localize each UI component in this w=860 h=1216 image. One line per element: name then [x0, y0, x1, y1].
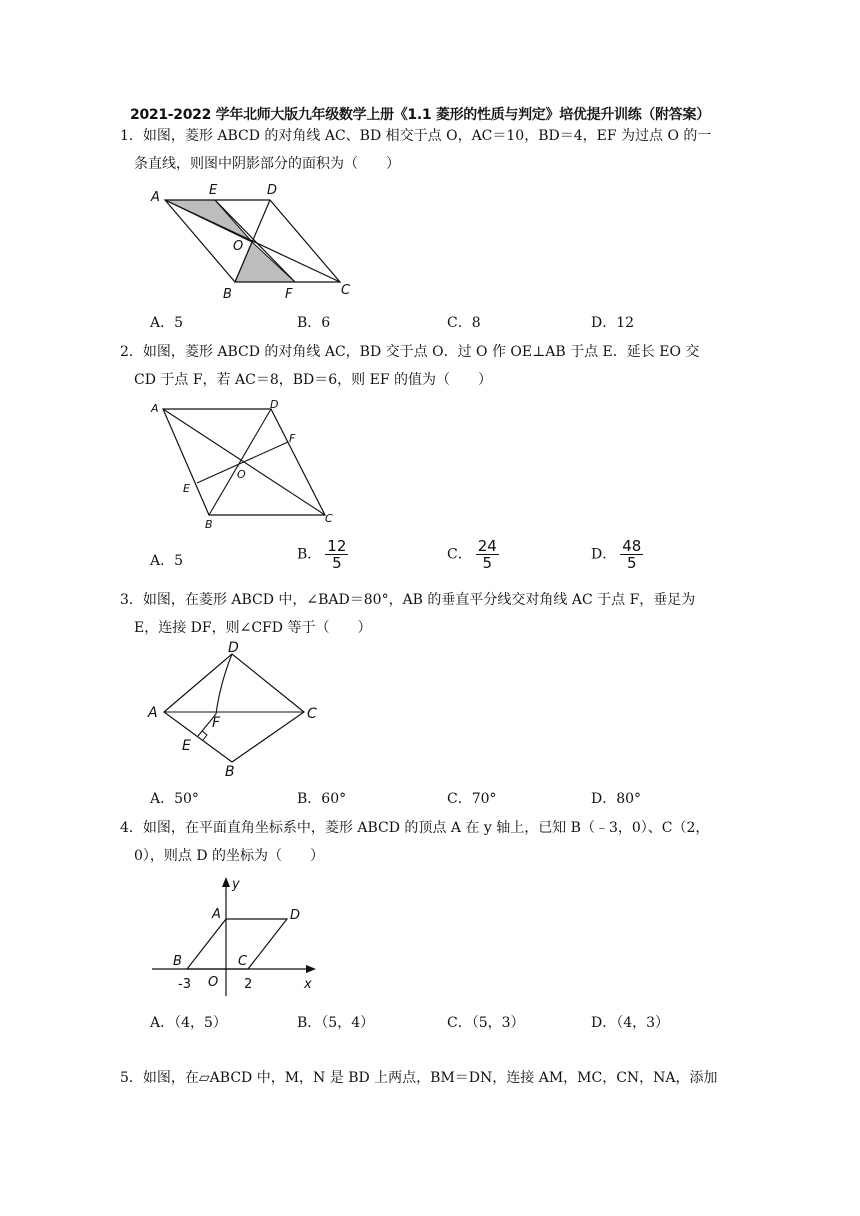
label-o: O — [233, 239, 244, 254]
label-b: B — [173, 954, 182, 969]
option-b[interactable] — [297, 538, 348, 571]
rhombus-abcd — [187, 919, 287, 969]
option-c[interactable]: C．8 — [447, 315, 481, 331]
option-a[interactable]: A．50° — [150, 791, 199, 807]
label-a: A — [212, 907, 221, 922]
option-b-prefix: B． — [297, 546, 322, 563]
option-b[interactable]: B．（5，4） — [297, 1015, 375, 1031]
option-c-prefix: C． — [447, 546, 472, 563]
option-a[interactable]: A．（4，5） — [150, 1015, 227, 1031]
right-angle-mark — [202, 731, 207, 740]
label-2: 2 — [244, 977, 253, 992]
option-d[interactable]: D．12 — [591, 315, 635, 331]
option-c[interactable]: C．70° — [447, 791, 497, 807]
option-a[interactable]: A．5 — [150, 315, 184, 331]
label-x: x — [304, 977, 312, 992]
label-c: C — [325, 512, 333, 525]
option-c[interactable]: C．（5，3） — [447, 1015, 525, 1031]
label-c: C — [341, 283, 351, 298]
option-d[interactable]: D．80° — [591, 791, 642, 807]
label-neg3: -3 — [178, 977, 191, 992]
label-d: D — [228, 640, 239, 656]
segment-df — [216, 654, 232, 714]
question-4-figure — [150, 872, 325, 997]
option-d-numerator: 48 — [622, 537, 642, 555]
label-o: O — [237, 468, 246, 481]
x-axis-arrow — [306, 965, 316, 973]
y-axis-arrow — [222, 877, 230, 887]
question-2-options — [150, 538, 710, 582]
label-a: A — [151, 190, 160, 205]
label-f: F — [285, 287, 293, 302]
question-4 — [120, 814, 732, 870]
question-4-line2: 0），则点 D 的坐标为（ ） — [134, 848, 325, 864]
option-c-fraction — [476, 538, 499, 571]
question-2-line2: CD 于点 F，若 AC＝8，BD＝6，则 EF 的值为（ ） — [134, 372, 492, 388]
label-o: O — [208, 975, 219, 990]
question-5-line1: 5．如图，在▱ABCD 中，M，N 是 BD 上两点，BM＝DN，连接 AM，MC，CN，NA，添加 — [120, 1070, 718, 1086]
label-b: B — [225, 764, 235, 780]
option-b[interactable]: B．60° — [297, 791, 347, 807]
question-3-figure — [142, 640, 327, 780]
label-e: E — [182, 738, 191, 754]
question-3 — [120, 586, 732, 642]
option-b-fraction — [325, 538, 348, 571]
question-1-line1: 1．如图，菱形 ABCD 的对角线 AC、BD 相交于点 O，AC＝10，BD＝4，EF 为过点 O 的一 — [120, 128, 712, 144]
label-f: F — [212, 715, 221, 731]
option-c[interactable] — [447, 538, 499, 571]
label-a: A — [148, 705, 158, 721]
question-5 — [120, 1064, 732, 1092]
option-d[interactable]: D．（4，3） — [591, 1015, 670, 1031]
option-b[interactable]: B．6 — [297, 315, 331, 331]
question-3-line2: E，连接 DF，则∠CFD 等于（ ） — [134, 620, 372, 636]
option-d-prefix: D． — [591, 546, 617, 563]
diagonal-bd — [209, 409, 271, 515]
option-c-numerator: 24 — [477, 537, 497, 555]
option-c-denominator: 5 — [482, 554, 493, 572]
option-d[interactable] — [591, 538, 643, 571]
question-1-line2: 条直线，则图中阴影部分的面积为（ ） — [134, 156, 400, 172]
label-b: B — [223, 287, 232, 302]
option-b-numerator: 12 — [327, 537, 347, 555]
question-3-options — [150, 788, 710, 812]
question-3-line1: 3．如图，在菱形 ABCD 中，∠BAD＝80°，AB 的垂直平分线交对角线 AC 于点 F，垂足为 — [120, 592, 696, 608]
label-d: D — [290, 908, 301, 923]
document-title: 2021-2022 学年北师大版九年级数学上册《1.1 菱形的性质与判定》培优提升训练（附答案） — [130, 107, 710, 123]
label-c: C — [307, 706, 317, 722]
label-d: D — [270, 398, 279, 411]
option-b-denominator: 5 — [332, 554, 342, 572]
label-y: y — [232, 877, 240, 892]
option-d-fraction — [620, 538, 643, 571]
label-b: B — [205, 518, 213, 531]
question-4-line1: 4．如图，在平面直角坐标系中，菱形 ABCD 的顶点 A 在 y 轴上，已知 B（﹣3，0）、C（2， — [120, 820, 710, 836]
question-1-figure — [145, 180, 370, 305]
option-a[interactable]: A．5 — [150, 553, 184, 569]
question-4-options — [150, 1012, 710, 1036]
label-e: E — [183, 482, 190, 495]
label-f: F — [289, 432, 296, 445]
label-e: E — [209, 183, 218, 198]
question-1 — [120, 122, 732, 178]
question-2 — [120, 338, 732, 394]
option-d-denominator: 5 — [627, 554, 637, 572]
label-d: D — [267, 183, 278, 198]
label-a: A — [151, 402, 159, 415]
question-1-options — [150, 312, 710, 336]
label-c: C — [238, 954, 248, 969]
question-2-line1: 2．如图，菱形 ABCD 的对角线 AC，BD 交于点 O．过 O 作 OE⊥AB 于点 E．延长 EO 交 — [120, 344, 700, 360]
question-2-figure — [145, 397, 345, 532]
